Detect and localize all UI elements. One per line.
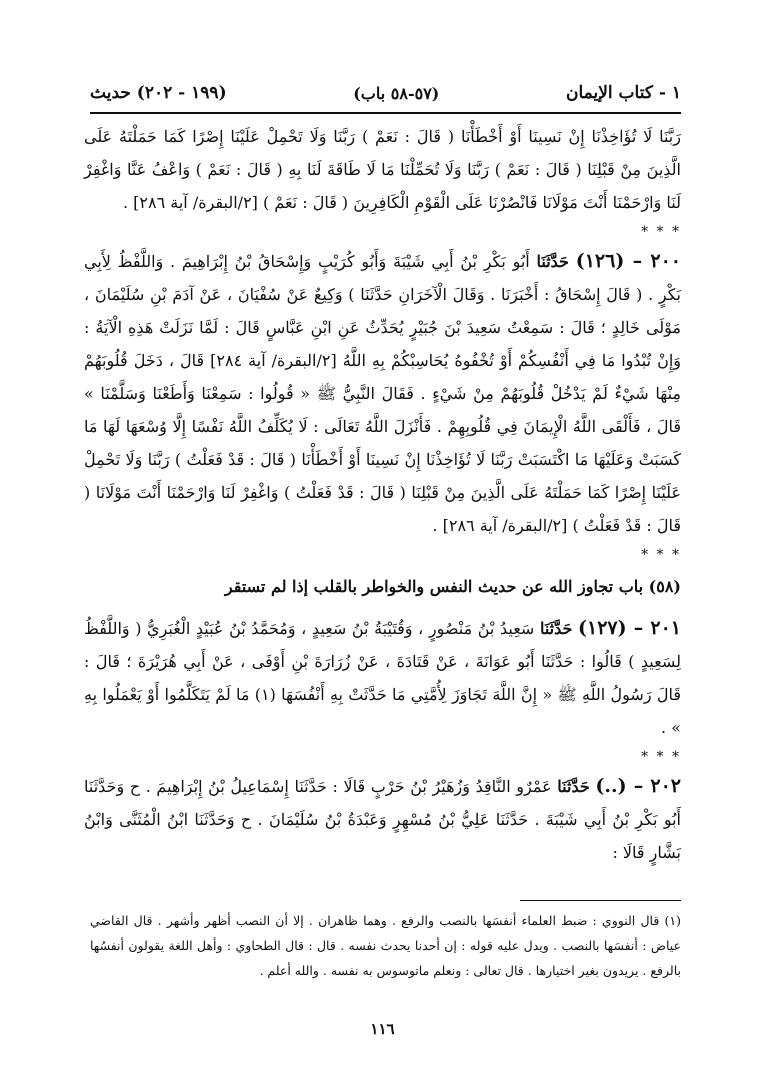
chapter-heading: (٥٨) باب تجاوز الله عن حديث النفس والخواطر بالقلب إذا لم تستقر: [224, 577, 681, 596]
footnote-1: (١) قال النووي : ضبط العلماء أنفسَها بالنصب والرفع . وهما ظاهران . إلا أن النصب أظهر وأشهر . قال القاضي عياض : أنفسَها بالنصب . ويدل عليه قوله : إن أحدنا يحدث نفسه . قال : قال الطحاوي : وأهل اللغة يقولون أنفسُها بالرفع . يريدون بغير اختيارها . قال تعالى : ونعلم ماتوسوس به نفسه . والله أعلم .: [90, 913, 681, 978]
footnote-rule: [520, 900, 681, 901]
narration-word: حَدَّثَنَا: [539, 619, 573, 638]
narration-word: حَدَّثَنَا: [536, 252, 569, 271]
hadith-number: ٢٠٢ – (..): [595, 775, 681, 797]
footnotes: [90, 908, 681, 983]
main-text: [84, 120, 681, 869]
narration-word: حَدَّثَنَا: [557, 777, 590, 796]
hadith-text: أَبُو بَكْرِ بْنُ أَبِي شَيْبَةَ وَأَبُو كُرَيْبٍ وَإِسْحَاقُ بْنُ إِبْرَاهِيمَ . وَاللَّفْظُ لِأَبِي بَكْرٍ . ( قَالَ إِسْحَاقُ : أَخْبَرَنَا . وَقَالَ الْآخَرَانِ حَدَّثَنَا ) وَكِيعٌ عَنْ سُفْيَانَ ، عَنْ آدَمَ بْنِ سُلَيْمَانَ ، مَوْلَى خَالِدٍ ؛ قَالَ : سَمِعْتُ سَعِيدَ بْنَ جُبَيْرٍ يُحَدِّثُ عَنِ ابْنِ عَبَّاسٍ قَالَ : لَمَّا نَزَلَتْ هَذِهِ الْآيَةُ : وَإِنْ تُبْدُوا مَا فِي أَنْفُسِكُمْ أَوْ تُخْفُوهُ يُحَاسِبْكُمْ بِهِ اللَّهُ [٢/البقرة/ آية ٢٨٤] قَالَ ، دَخَلَ قُلُوبَهُمْ مِنْهَا شَيْءٌ لَمْ يَدْخُلْ قُلُوبَهُمْ مِنْ شَيْءٍ . فَقَالَ النَّبِيُّ ﷺ « قُولُوا : سَمِعْنَا وَأَطَعْنَا وَسَلَّمْنَا » قَالَ ، فَأَلْقَى اللَّهُ الْإِيمَانَ فِي قُلُوبِهِمْ . فَأَنْزَلَ اللَّهُ تَعَالَى : لَا يُكَلِّفُ اللَّهُ نَفْسًا إِلَّا وُسْعَهَا لَهَا مَا كَسَبَتْ وَعَلَيْهَا مَا اكْتَسَبَتْ رَبَّنَا لَا تُؤَاخِذْنَا إِنْ نَسِينَا أَوْ أَخْطَأْنَا ( قَالَ : قَدْ فَعَلْتُ ) رَبَّنَا وَلَا تَحْمِلْ عَلَيْنَا إِصْرًا كَمَا حَمَلْتَهُ عَلَى الَّذِينَ مِنْ قَبْلِنَا ( قَالَ : قَدْ فَعَلْتُ ) وَاغْفِرْ لَنَا وَارْحَمْنَا أَنْتَ مَوْلَانَا ( قَالَ : قَدْ فَعَلْتُ ) [٢/البقرة/ آية ٢٨٦] .: [84, 252, 682, 535]
page-number: ١١٦: [370, 1020, 395, 1038]
section-separator: * * *: [641, 547, 681, 563]
hadith-number: ٢٠٠ – (١٢٦): [575, 250, 681, 272]
header-rule: [90, 112, 681, 114]
hadith-text: عَمْرٌو النَّاقِدُ وَزُهَيْرُ بْنُ حَرْبٍ قَالَا : حَدَّثَنَا إِسْمَاعِيلُ بْنُ إِبْرَاهِيمَ . ح وَحَدَّثَنَا أَبُو بَكْرِ بْنُ أَبِي شَيْبَةَ . حَدَّثَنَا عَلِيُّ بْنُ مُسْهِرٍ وَعَبْدَةُ بْنُ سُلَيْمَانَ . ح وَحَدَّثَنَا ابْنُ الْمُثَنَّى وَابْنُ بَشَّارٍ قَالَا :: [84, 777, 681, 862]
section-separator: * * *: [641, 224, 681, 240]
running-header: [90, 78, 681, 108]
header-book-title: ١ - كتاب الإيمان: [565, 83, 681, 103]
hadith-202: [84, 770, 681, 869]
hadith-number: ٢٠١ – (١٢٧): [578, 617, 682, 639]
section-separator: * * *: [641, 749, 681, 765]
header-chapter-range: (٥٧-٥٨ باب): [353, 83, 440, 103]
header-hadith-range: (١٩٩ - ٢٠٢) حديث: [90, 83, 227, 103]
hadith-201: [84, 612, 681, 744]
hadith-200: [84, 245, 681, 542]
hadith-text: سَعِيدُ بْنُ مَنْصُورٍ ، وَقُتَيْبَةُ بْنُ سَعِيدٍ ، وَمُحَمَّدُ بْنُ عُبَيْدٍ الْغُبَرِيُّ ( وَاللَّفْظُ لِسَعِيدٍ ) قَالُوا : حَدَّثَنَا أَبُو عَوَانَةَ ، عَنْ قَتَادَةَ ، عَنْ زُرَارَةَ بْنِ أَوْفَى ، عَنْ أَبِي هُرَيْرَةَ ؛ قَالَ : قَالَ رَسُولُ اللَّهِ ﷺ « إِنَّ اللَّهَ تَجَاوَزَ لِأُمَّتِي مَا حَدَّثَتْ بِهِ أَنْفُسَهَا (١) مَا لَمْ يَتَكَلَّمُوا أَوْ يَعْمَلُوا بِهِ » .: [84, 619, 682, 737]
verse-continuation: رَبَّنَا لَا تُؤَاخِذْنَا إِنْ نَسِينَا أَوْ أَخْطَأْنَا ( قَالَ : نَعَمْ ) رَبَّنَا وَلَا تَحْمِلْ عَلَيْنَا إِصْرًا كَمَا حَمَلْتَهُ عَلَى الَّذِينَ مِنْ قَبْلِنَا ( قَالَ : نَعَمْ ) رَبَّنَا وَلَا تُحَمِّلْنَا مَا لَا طَاقَةَ لَنَا بِهِ ( قَالَ : نَعَمْ ) وَاعْفُ عَنَّا وَاغْفِرْ لَنَا وَارْحَمْنَا أَنْتَ مَوْلَانَا فَانْصُرْنَا عَلَى الْقَوْمِ الْكَافِرِينَ ( قَالَ : نَعَمْ ) [٢/البقرة/ آية ٢٨٦] .: [84, 127, 681, 212]
